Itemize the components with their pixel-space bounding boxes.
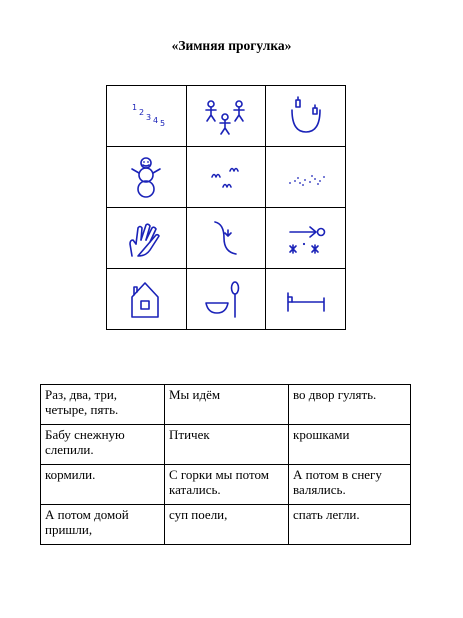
soup-bowl-spoon-icon [198, 271, 254, 327]
bed-icon [278, 271, 334, 327]
table-cell: А потом домой пришли, [41, 505, 165, 545]
table-row [41, 385, 411, 425]
slide-icon [198, 210, 254, 266]
pictogram-grid [106, 85, 346, 330]
pictogram-cell [186, 269, 266, 330]
number-3: 3 [146, 113, 152, 122]
table-row [41, 465, 411, 505]
table-cell: А потом в снегу валялись. [289, 465, 411, 505]
table-cell: Птичек [165, 425, 289, 465]
three-children-icon [198, 88, 254, 144]
number-2: 2 [139, 108, 145, 117]
pictogram-cell [186, 208, 266, 269]
table-cell: С горки мы потом катались. [165, 465, 289, 505]
pictogram-cell [266, 147, 346, 208]
pictogram-cell [107, 147, 187, 208]
table-cell: крошками [289, 425, 411, 465]
table-cell: суп поели, [165, 505, 289, 545]
pictogram-cell [107, 208, 187, 269]
number-4: 4 [153, 116, 159, 125]
table-cell: кормили. [41, 465, 165, 505]
crumbs-icon [278, 149, 334, 205]
rolling-in-snow-icon [278, 210, 334, 266]
birds-icon [198, 149, 254, 205]
pictogram-cell [186, 86, 266, 147]
pictogram-cell [186, 147, 266, 208]
page-title: «Зимняя прогулка» [171, 38, 292, 53]
pictogram-cell [107, 86, 187, 147]
verse-table [40, 384, 411, 545]
pictogram-cell [266, 208, 346, 269]
table-cell: Бабу снежную слепили. [41, 425, 165, 465]
table-cell: спать легли. [289, 505, 411, 545]
counting-numbers-icon [118, 88, 174, 144]
number-1: 1 [132, 103, 138, 112]
feeding-hand-icon [118, 210, 174, 266]
snowman-icon [118, 149, 174, 205]
table-row [41, 505, 411, 545]
pictogram-cell [266, 86, 346, 147]
table-cell: во двор гулять. [289, 385, 411, 425]
house-icon [118, 271, 174, 327]
yard-icon [278, 88, 334, 144]
number-5: 5 [160, 119, 166, 128]
table-cell: Раз, два, три, четыре, пять. [41, 385, 165, 425]
table-row [41, 425, 411, 465]
pictogram-cell [266, 269, 346, 330]
table-cell: Мы идём [165, 385, 289, 425]
pictogram-cell [107, 269, 187, 330]
